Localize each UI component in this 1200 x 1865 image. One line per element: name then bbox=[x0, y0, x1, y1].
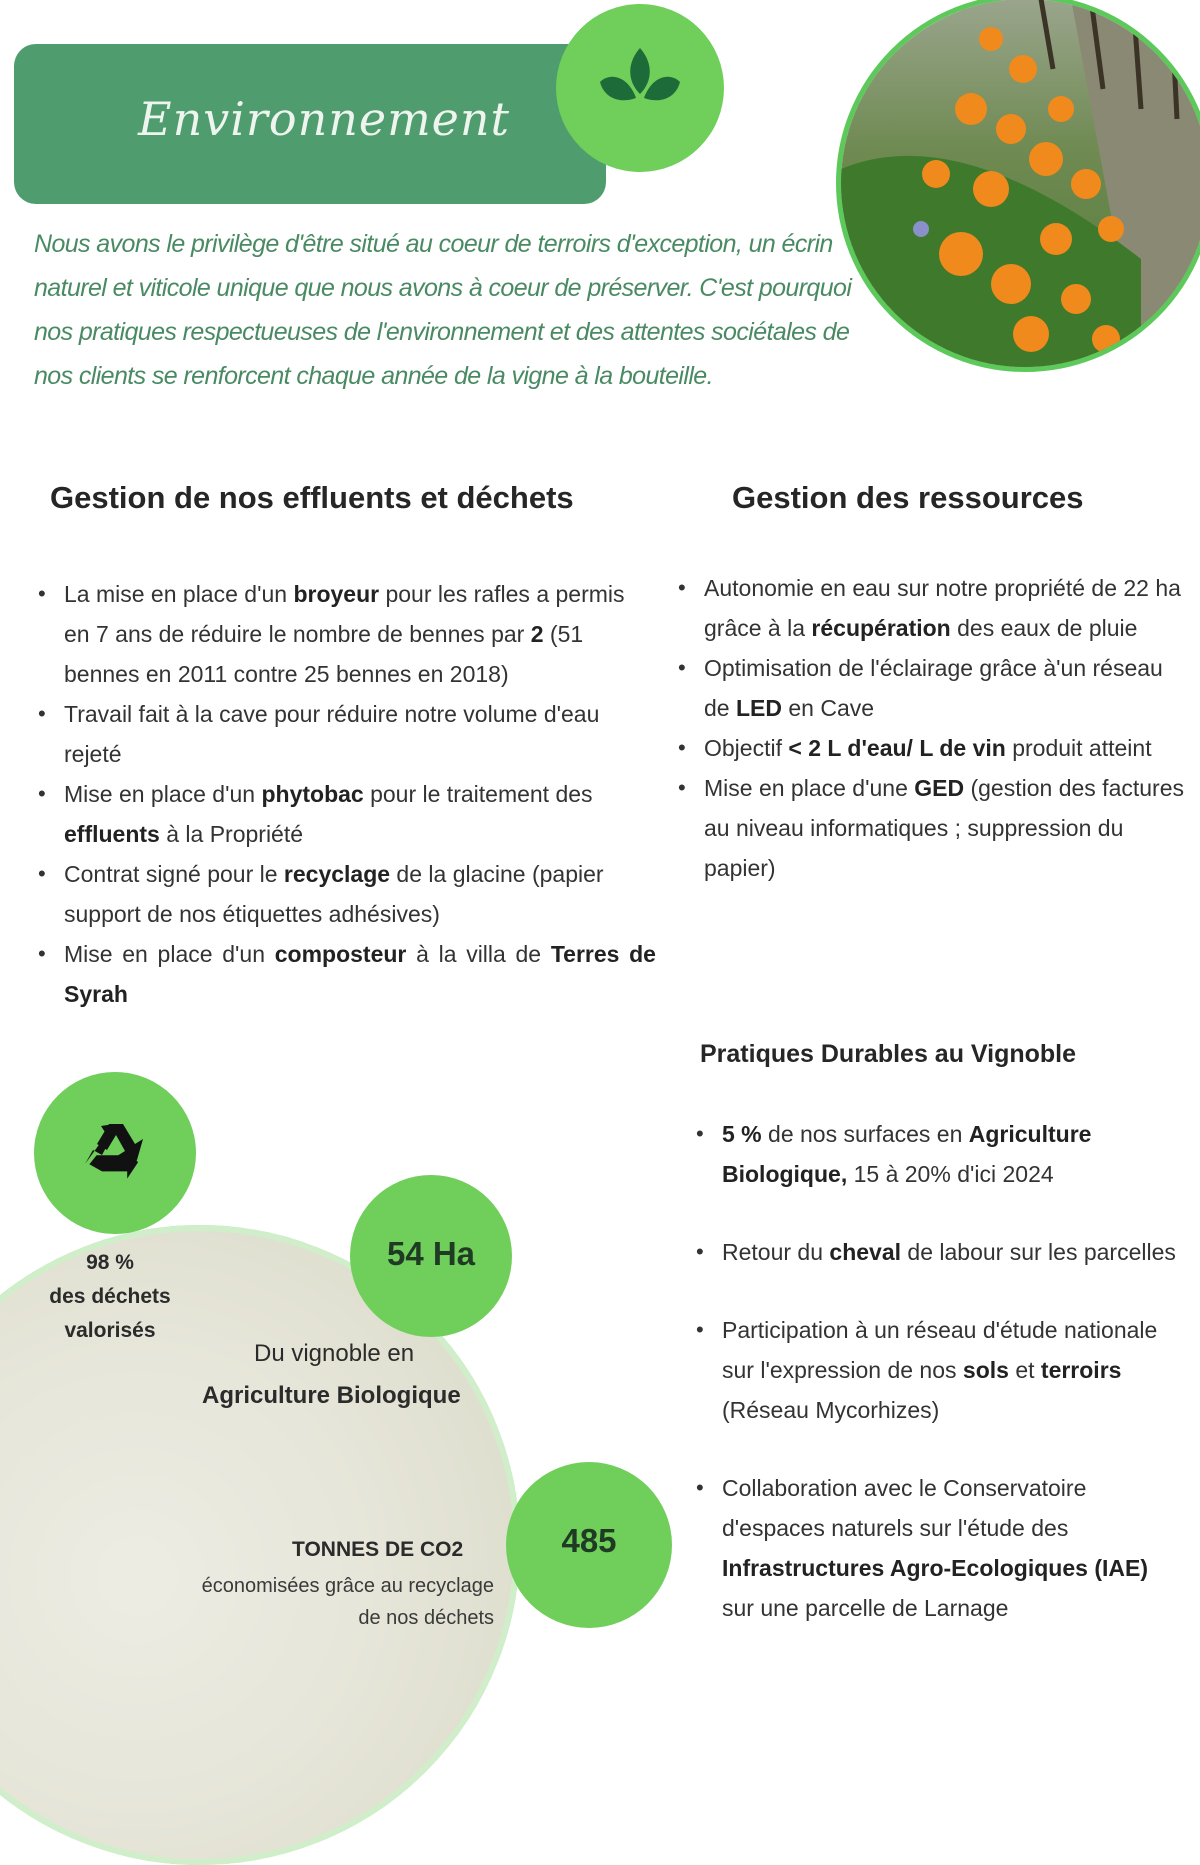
leaf-sprout-icon bbox=[596, 42, 684, 122]
list-item: • Mise en place d'une GED (gestion des factures au niveau informatiques ; suppression du papier) bbox=[676, 768, 1190, 888]
co2-label-desc bbox=[138, 1570, 494, 1634]
co2-value: 485 bbox=[561, 1522, 617, 1559]
intro-paragraph: Nous avons le privilège d'être situé au coeur de terroirs d'exception, un écrin naturel et viticole unique que nous avons à coeur de préserver. C'est pourquoi nos pratiques respectueuses de l'environnement et des attentes sociétales de nos clients se renforcent chaque année de la vigne à la bouteille. bbox=[34, 230, 852, 390]
list-item: • Contrat signé pour le recyclage de la glacine (papier support de nos étiquettes adhésives) bbox=[36, 854, 656, 934]
list-item: • Objectif < 2 L d'eau/ L de vin produit atteint bbox=[676, 728, 1190, 768]
co2-label-2: économisées grâce au recyclage bbox=[201, 1575, 494, 1597]
list-item: • Participation à un réseau d'étude nationale sur l'expression de nos sols et terroirs (Réseau Mycorhizes) bbox=[694, 1310, 1184, 1430]
ressources-heading: Gestion des ressources bbox=[732, 480, 1084, 515]
list-item: • Mise en place d'un phytobac pour le traitement des effluents à la Propriété bbox=[36, 774, 656, 854]
waste-stat bbox=[40, 1246, 180, 1348]
effluents-heading: Gestion de nos effluents et déchets bbox=[50, 480, 574, 515]
area-value: 54 Ha bbox=[386, 1235, 476, 1272]
list-item: • La mise en place d'un broyeur pour les rafles a permis en 7 ans de réduire le nombre de bennes par 2 (51 bennes en 2011 contre 25 bennes en 2018) bbox=[36, 574, 656, 694]
vineyard-flowers-photo bbox=[836, 0, 1200, 372]
recycle-icon bbox=[34, 1072, 196, 1234]
vignoble-list bbox=[694, 1114, 1184, 1628]
effluents-list-wrap bbox=[36, 574, 656, 1014]
list-item: • Mise en place d'un composteur à la villa de Terres de Syrah bbox=[36, 934, 656, 1014]
leaf-badge bbox=[556, 4, 724, 172]
list-item: • Collaboration avec le Conservatoire d'espaces naturels sur l'étude des Infrastructures Agro-Ecologiques (IAE) sur une parcelle de Larnage bbox=[694, 1468, 1184, 1628]
ressources-list bbox=[676, 568, 1190, 888]
waste-stat-value: 98 % bbox=[86, 1251, 134, 1274]
vignoble-list-wrap bbox=[694, 1114, 1184, 1666]
area-label-1: Du vignoble en bbox=[254, 1340, 415, 1367]
co2-label-3: de nos déchets bbox=[358, 1607, 494, 1629]
co2-badge bbox=[506, 1462, 672, 1628]
ressources-list-wrap bbox=[676, 568, 1190, 888]
recycle-badge bbox=[34, 1072, 196, 1234]
waste-stat-label-1: des déchets bbox=[49, 1285, 171, 1308]
list-item: • Travail fait à la cave pour réduire notre volume d'eau rejeté bbox=[36, 694, 656, 774]
list-item: • Optimisation de l'éclairage grâce à'un réseau de LED en Cave bbox=[676, 648, 1190, 728]
list-item: • Autonomie en eau sur notre propriété de 22 ha grâce à la récupération des eaux de pluie bbox=[676, 568, 1190, 648]
area-badge bbox=[350, 1175, 512, 1337]
list-item: • 5 % de nos surfaces en Agriculture Biologique, 15 à 20% d'ici 2024 bbox=[694, 1114, 1184, 1194]
waste-stat-label-2: valorisés bbox=[64, 1319, 156, 1342]
page-title: Environnement bbox=[138, 92, 511, 146]
area-label-2: Agriculture Biologique bbox=[202, 1382, 461, 1409]
vignoble-heading: Pratiques Durables au Vignoble bbox=[700, 1040, 1077, 1068]
list-item: • Retour du cheval de labour sur les parcelles bbox=[694, 1232, 1184, 1272]
effluents-list bbox=[36, 574, 656, 1014]
co2-label-1: TONNES DE CO2 bbox=[292, 1538, 464, 1561]
